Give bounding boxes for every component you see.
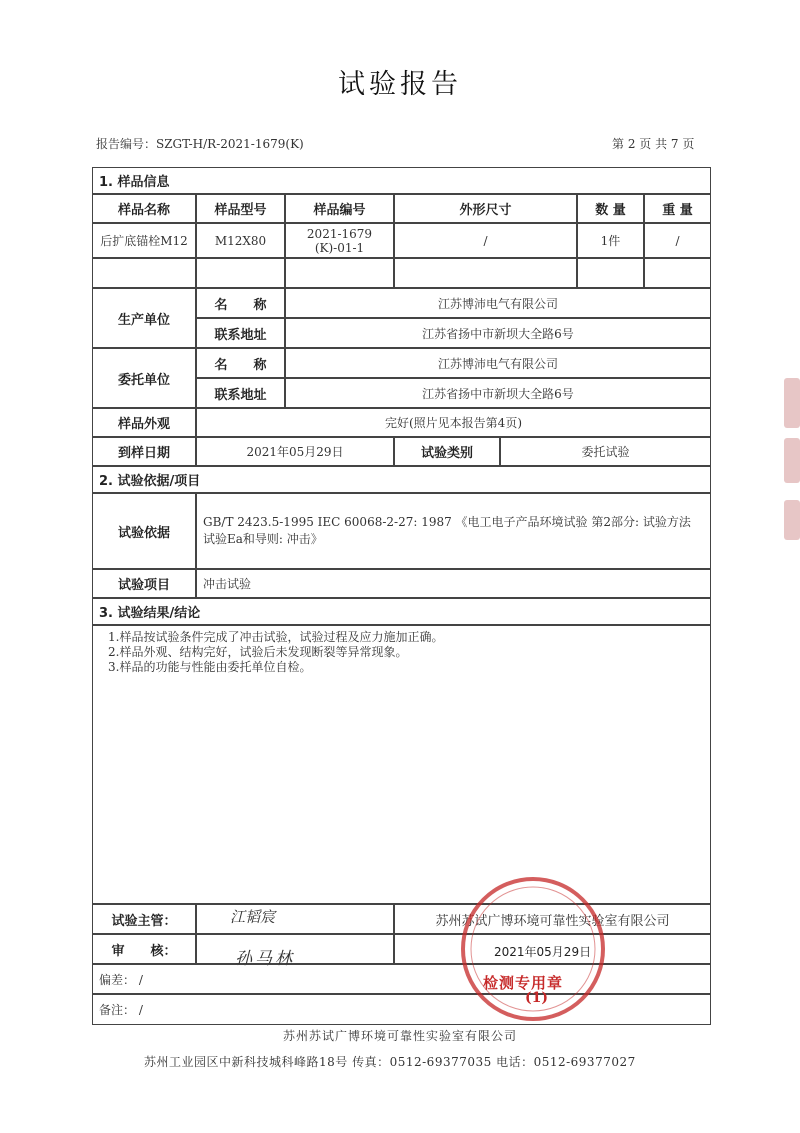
stamp-number: (1): [525, 990, 548, 1006]
client-name: 江苏博沛电气有限公司: [285, 348, 711, 378]
test-type-label: 试验类别: [394, 437, 500, 466]
producer-name-label: 名 称: [196, 288, 285, 318]
report-number: 报告编号：SZGT-H/R-2021-1679(K): [96, 137, 304, 151]
results-list: [108, 630, 443, 675]
section-1-heading: 1. 样品信息: [92, 167, 711, 194]
header-sample-qty: 数 量: [577, 194, 644, 223]
producer-name: 江苏博沛电气有限公司: [285, 288, 711, 318]
header-sample-weight: 重 量: [644, 194, 711, 223]
test-basis: GB/T 2423.5-1995 IEC 60068-2-27: 1987 《电工电子产品环境试验 第2部分: 试验方法 试验Ea和导则: 冲击》: [196, 493, 711, 569]
empty-cell: [196, 258, 285, 288]
test-item-label: 试验项目: [92, 569, 196, 598]
producer-label: 生产单位: [92, 288, 196, 348]
deviation-row: 偏差： /: [92, 964, 711, 994]
document-title: 试验报告: [338, 69, 462, 100]
reviewer-signature: 孙马林: [235, 949, 295, 969]
page-info: 第 2 页 共 7 页: [612, 137, 695, 151]
sample-weight: /: [644, 223, 711, 258]
stamp-date: 2021年05月29日: [494, 945, 592, 959]
supervisor-sign-cell: [196, 904, 394, 934]
test-type: 委托试验: [500, 437, 711, 466]
appearance-label: 样品外观: [92, 408, 196, 437]
client-address-label: 联系地址: [196, 378, 285, 408]
empty-cell: [394, 258, 577, 288]
stamp-label: 检测专用章: [483, 974, 564, 992]
empty-cell: [92, 258, 196, 288]
edge-seal-mark: [784, 500, 800, 540]
sample-qty: 1件: [577, 223, 644, 258]
producer-address: 江苏省扬中市新坝大全路6号: [285, 318, 711, 348]
result-line: 3.样品的功能与性能由委托单位自检。: [108, 660, 312, 674]
result-line: 2.样品外观、结构完好，试验后未发现断裂等异常现象。: [108, 645, 408, 659]
producer-address-label: 联系地址: [196, 318, 285, 348]
arrival-date: 2021年05月29日: [196, 437, 394, 466]
header-sample-model: 样品型号: [196, 194, 285, 223]
remark-row: 备注： /: [92, 994, 711, 1025]
client-address: 江苏省扬中市新坝大全路6号: [285, 378, 711, 408]
sample-size: /: [394, 223, 577, 258]
client-label: 委托单位: [92, 348, 196, 408]
section-2-heading: 2. 试验依据/项目: [92, 466, 711, 493]
sample-model: M12X80: [196, 223, 285, 258]
supervisor-signature: 江韬宸: [230, 908, 276, 926]
empty-cell: [577, 258, 644, 288]
empty-cell: [285, 258, 394, 288]
edge-seal-mark: [784, 438, 800, 483]
company-name: 苏州苏试广博环境可靠性实验室有限公司: [394, 904, 711, 934]
result-line: 1.样品按试验条件完成了冲击试验，试验过程及应力施加正确。: [108, 630, 444, 644]
header-sample-name: 样品名称: [92, 194, 196, 223]
footer-contact: 苏州工业园区中新科技城科峰路18号 传真：0512-69377035 电话：0512-69377027: [144, 1055, 636, 1069]
reviewer-label: 审 核：: [92, 934, 196, 964]
sample-name: 后扩底锚栓M12: [92, 223, 196, 258]
reviewer-sign-cell: [196, 934, 394, 964]
client-name-label: 名 称: [196, 348, 285, 378]
header-sample-number: 样品编号: [285, 194, 394, 223]
test-basis-label: 试验依据: [92, 493, 196, 569]
sample-number: 2021-1679 (K)-01-1: [285, 223, 394, 258]
arrival-date-label: 到样日期: [92, 437, 196, 466]
appearance-value: 完好(照片见本报告第4页): [196, 408, 711, 437]
footer-company: 苏州苏试广博环境可靠性实验室有限公司: [282, 1029, 517, 1043]
supervisor-label: 试验主管：: [92, 904, 196, 934]
test-item: 冲击试验: [196, 569, 711, 598]
empty-cell: [644, 258, 711, 288]
edge-seal-mark: [784, 378, 800, 428]
header-sample-size: 外形尺寸: [394, 194, 577, 223]
section-3-heading: 3. 试验结果/结论: [92, 598, 711, 625]
